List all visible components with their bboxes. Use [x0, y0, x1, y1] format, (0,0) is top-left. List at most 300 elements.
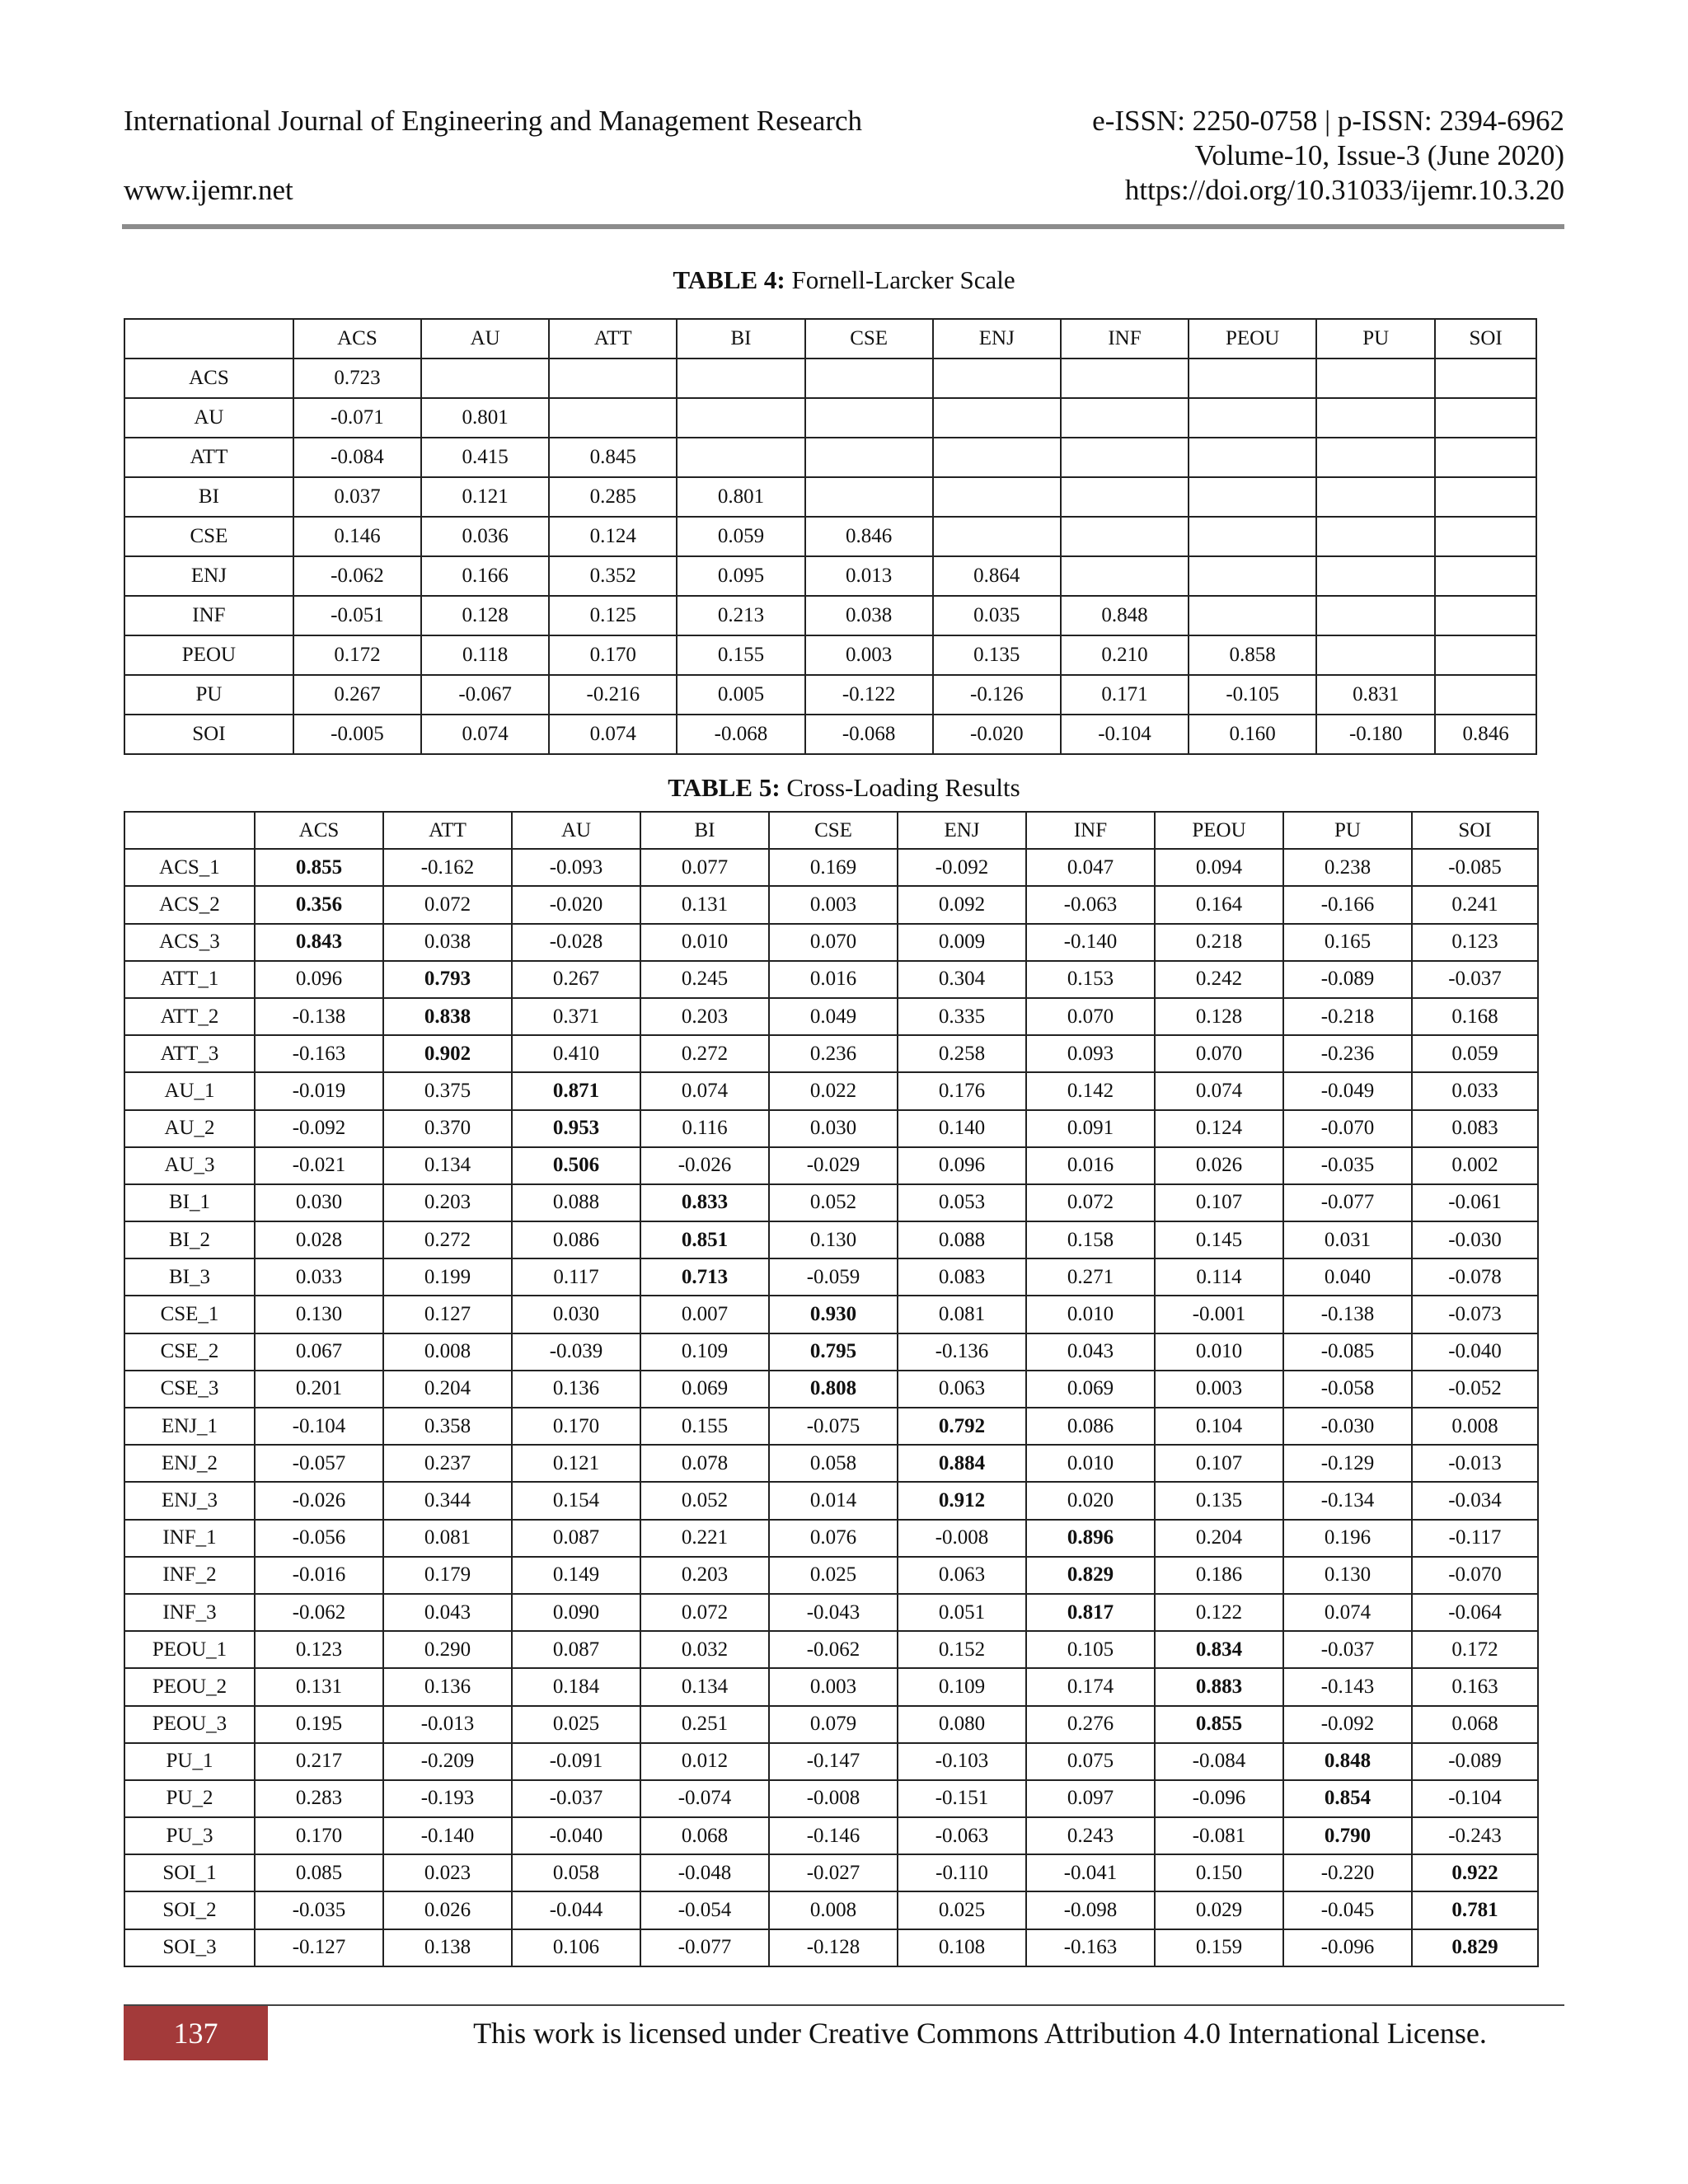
table-cell: 0.092 — [898, 886, 1026, 923]
table-cell: -0.089 — [1412, 1743, 1538, 1780]
table-cell: 0.170 — [512, 1408, 640, 1445]
row-label: ATT — [124, 438, 293, 477]
table-cell: 0.171 — [1061, 675, 1189, 715]
table-cell: 0.145 — [1155, 1221, 1283, 1258]
table-cell: -0.027 — [769, 1854, 898, 1891]
table-row — [124, 849, 1538, 886]
table-cell: 0.851 — [640, 1221, 769, 1258]
column-header: CSE — [769, 812, 898, 849]
column-header: BI — [640, 812, 769, 849]
table-cell: 0.217 — [255, 1743, 383, 1780]
table-cell — [933, 438, 1061, 477]
issn: e-ISSN: 2250-0758 | p-ISSN: 2394-6962 — [1092, 105, 1564, 137]
table-cell: 0.792 — [898, 1408, 1026, 1445]
column-header: ACS — [255, 812, 383, 849]
table-cell: -0.193 — [383, 1780, 512, 1817]
table-cell: 0.848 — [1061, 596, 1189, 635]
table-cell: 0.022 — [769, 1072, 898, 1109]
table-cell: 0.105 — [1026, 1631, 1155, 1668]
table-cell: -0.126 — [933, 675, 1061, 715]
table-row — [124, 1035, 1538, 1072]
table-row — [124, 1184, 1538, 1221]
table-cell: 0.160 — [1189, 715, 1316, 754]
table-cell: 0.833 — [640, 1184, 769, 1221]
table-cell: -0.140 — [1026, 924, 1155, 961]
column-header: ATT — [549, 319, 677, 359]
table-cell: 0.855 — [255, 849, 383, 886]
doi-link[interactable]: https://doi.org/10.31033/ijemr.10.3.20 — [1124, 174, 1564, 206]
table-cell: -0.008 — [898, 1520, 1026, 1557]
table-cell: 0.271 — [1026, 1258, 1155, 1296]
table-cell: -0.037 — [1412, 961, 1538, 998]
column-header: INF — [1061, 319, 1189, 359]
table-cell: 0.123 — [255, 1631, 383, 1668]
row-label: SOI_2 — [124, 1891, 255, 1929]
table-cell: 0.218 — [1155, 924, 1283, 961]
table-cell: 0.072 — [640, 1594, 769, 1631]
table-cell: 0.884 — [898, 1445, 1026, 1482]
table-cell: -0.085 — [1412, 849, 1538, 886]
table-cell: -0.243 — [1412, 1817, 1538, 1854]
table-cell: 0.795 — [769, 1333, 898, 1371]
table-cell: -0.081 — [1155, 1817, 1283, 1854]
table-cell — [1316, 477, 1435, 517]
table-cell: 0.358 — [383, 1408, 512, 1445]
table-cell: 0.845 — [549, 438, 677, 477]
table-cell: 0.090 — [512, 1594, 640, 1631]
table-cell: -0.040 — [1412, 1333, 1538, 1371]
license-text: This work is licensed under Creative Commons Attribution 4.0 International License. — [473, 2017, 1487, 2050]
column-header: SOI — [1435, 319, 1536, 359]
table-cell: 0.030 — [769, 1110, 898, 1147]
table-cell: -0.236 — [1283, 1035, 1412, 1072]
table-cell: -0.163 — [255, 1035, 383, 1072]
row-label: PEOU_3 — [124, 1706, 255, 1743]
row-label: BI_3 — [124, 1258, 255, 1296]
table5-caption — [0, 773, 1688, 803]
table-cell: 0.285 — [549, 477, 677, 517]
table-cell: 0.304 — [898, 961, 1026, 998]
table-cell — [1189, 477, 1316, 517]
table-cell: 0.871 — [512, 1072, 640, 1109]
website-link[interactable]: www.ijemr.net — [124, 174, 293, 206]
table-cell: -0.008 — [769, 1780, 898, 1817]
column-header: INF — [1026, 812, 1155, 849]
table-cell: 0.149 — [512, 1557, 640, 1594]
table-cell: 0.038 — [383, 924, 512, 961]
table-row — [124, 1929, 1538, 1966]
journal-name: International Journal of Engineering and Management Research — [124, 105, 863, 137]
table-row — [124, 1557, 1538, 1594]
table-cell: 0.846 — [805, 517, 933, 556]
table-cell: -0.077 — [640, 1929, 769, 1966]
table-cell: 0.142 — [1026, 1072, 1155, 1109]
table-cell: -0.073 — [1412, 1296, 1538, 1333]
table-cell: 0.136 — [512, 1371, 640, 1408]
table-cell: 0.135 — [1155, 1482, 1283, 1519]
table-cell — [1316, 398, 1435, 438]
table-cell: -0.220 — [1283, 1854, 1412, 1891]
table-cell: 0.118 — [421, 635, 549, 675]
table-cell — [1316, 596, 1435, 635]
table-row — [124, 1668, 1538, 1705]
table-cell: 0.186 — [1155, 1557, 1283, 1594]
row-label: ENJ_1 — [124, 1408, 255, 1445]
table-cell: -0.209 — [383, 1743, 512, 1780]
column-header: AU — [421, 319, 549, 359]
table-cell: -0.045 — [1283, 1891, 1412, 1929]
table-cell: 0.026 — [383, 1891, 512, 1929]
table-cell: -0.105 — [1189, 675, 1316, 715]
table-cell: 0.096 — [898, 1147, 1026, 1184]
table-cell: 0.020 — [1026, 1482, 1155, 1519]
row-label: ACS — [124, 359, 293, 398]
table-cell: 0.076 — [769, 1520, 898, 1557]
table-cell: -0.067 — [421, 675, 549, 715]
table-cell: 0.068 — [640, 1817, 769, 1854]
table-cell: -0.020 — [512, 886, 640, 923]
table-cell: 0.114 — [1155, 1258, 1283, 1296]
table-cell: 0.043 — [1026, 1333, 1155, 1371]
table-cell: 0.093 — [1026, 1035, 1155, 1072]
table-cell: -0.143 — [1283, 1668, 1412, 1705]
row-label: ACS_1 — [124, 849, 255, 886]
column-header: AU — [512, 812, 640, 849]
table4-caption — [0, 265, 1688, 295]
table-cell: 0.155 — [677, 635, 804, 675]
table-cell: 0.131 — [255, 1668, 383, 1705]
table-cell: 0.723 — [293, 359, 421, 398]
table-cell: 0.124 — [549, 517, 677, 556]
table-cell — [1435, 438, 1536, 477]
table-cell: 0.829 — [1026, 1557, 1155, 1594]
table-cell: 0.854 — [1283, 1780, 1412, 1817]
table-cell: -0.062 — [255, 1594, 383, 1631]
table-cell: 0.203 — [640, 998, 769, 1035]
table-cell: 0.070 — [1026, 998, 1155, 1035]
table-cell: -0.037 — [512, 1780, 640, 1817]
table-cell: 0.025 — [512, 1706, 640, 1743]
table-cell: 0.072 — [1026, 1184, 1155, 1221]
table-cell: 0.078 — [640, 1445, 769, 1482]
table-cell: -0.162 — [383, 849, 512, 886]
table-cell: 0.241 — [1412, 886, 1538, 923]
table-cell: 0.074 — [549, 715, 677, 754]
table-cell: 0.846 — [1435, 715, 1536, 754]
row-label: PU — [124, 675, 293, 715]
table-cell: -0.140 — [383, 1817, 512, 1854]
table-cell: -0.085 — [1283, 1333, 1412, 1371]
table-cell: 0.058 — [512, 1854, 640, 1891]
table-cell: -0.058 — [1283, 1371, 1412, 1408]
row-label: AU_3 — [124, 1147, 255, 1184]
table-cell: 0.159 — [1155, 1929, 1283, 1966]
table-cell: -0.070 — [1412, 1557, 1538, 1594]
table-row — [124, 1110, 1538, 1147]
table-cell: 0.843 — [255, 924, 383, 961]
table-cell: -0.052 — [1412, 1371, 1538, 1408]
table-cell — [1435, 596, 1536, 635]
table-cell: 0.074 — [1155, 1072, 1283, 1109]
table-cell: 0.344 — [383, 1482, 512, 1519]
table-row — [124, 675, 1536, 715]
table-row — [124, 1371, 1538, 1408]
table-cell: -0.074 — [640, 1780, 769, 1817]
table-cell: 0.070 — [769, 924, 898, 961]
table-cell: -0.096 — [1283, 1929, 1412, 1966]
table-cell — [805, 398, 933, 438]
table-cell: 0.010 — [640, 924, 769, 961]
table-cell: 0.002 — [1412, 1147, 1538, 1184]
table-cell: 0.096 — [255, 961, 383, 998]
table-cell: 0.007 — [640, 1296, 769, 1333]
column-header — [124, 812, 255, 849]
table-cell: 0.012 — [640, 1743, 769, 1780]
table-cell: 0.164 — [1155, 886, 1283, 923]
table-row — [124, 1631, 1538, 1668]
table-cell: 0.922 — [1412, 1854, 1538, 1891]
table-cell — [1189, 596, 1316, 635]
table-cell: 0.930 — [769, 1296, 898, 1333]
table-cell: 0.097 — [1026, 1780, 1155, 1817]
table-cell — [1061, 359, 1189, 398]
table-cell: 0.283 — [255, 1780, 383, 1817]
table-cell: 0.083 — [1412, 1110, 1538, 1147]
table-cell: -0.128 — [769, 1929, 898, 1966]
table-cell: -0.030 — [1283, 1408, 1412, 1445]
table-cell: -0.104 — [255, 1408, 383, 1445]
table-cell: 0.069 — [1026, 1371, 1155, 1408]
column-header: ENJ — [898, 812, 1026, 849]
table-cell: -0.068 — [677, 715, 804, 754]
table-cell: 0.047 — [1026, 849, 1155, 886]
table-cell: 0.053 — [898, 1184, 1026, 1221]
table-cell: 0.195 — [255, 1706, 383, 1743]
table-row — [124, 359, 1536, 398]
table-cell: 0.116 — [640, 1110, 769, 1147]
table-cell: -0.077 — [1283, 1184, 1412, 1221]
table-cell: 0.068 — [1412, 1706, 1538, 1743]
table-cell: 0.108 — [898, 1929, 1026, 1966]
table-cell — [1435, 635, 1536, 675]
table4-title: Fornell-Larcker Scale — [791, 265, 1015, 294]
table-cell: 0.158 — [1026, 1221, 1155, 1258]
row-label: ATT_3 — [124, 1035, 255, 1072]
table-cell: 0.117 — [512, 1258, 640, 1296]
table-cell: -0.005 — [293, 715, 421, 754]
table-cell: 0.121 — [421, 477, 549, 517]
table-cell: 0.864 — [933, 556, 1061, 596]
table-cell: 0.848 — [1283, 1743, 1412, 1780]
table-row — [124, 1780, 1538, 1817]
table-cell: -0.092 — [255, 1110, 383, 1147]
table-cell: -0.091 — [512, 1743, 640, 1780]
table-cell: 0.051 — [898, 1594, 1026, 1631]
table-cell — [677, 359, 804, 398]
row-label: PU_1 — [124, 1743, 255, 1780]
table-cell: -0.037 — [1283, 1631, 1412, 1668]
table-cell: 0.083 — [898, 1258, 1026, 1296]
table-cell: -0.098 — [1026, 1891, 1155, 1929]
table-cell: 0.203 — [640, 1557, 769, 1594]
row-label: BI — [124, 477, 293, 517]
table-cell: -0.089 — [1283, 961, 1412, 998]
table-cell: 0.075 — [1026, 1743, 1155, 1780]
table-cell: 0.008 — [383, 1333, 512, 1371]
row-label: AU_2 — [124, 1110, 255, 1147]
table-row — [124, 1594, 1538, 1631]
table-cell: 0.184 — [512, 1668, 640, 1705]
row-label: INF_1 — [124, 1520, 255, 1557]
table-cell: -0.061 — [1412, 1184, 1538, 1221]
table-cell: 0.155 — [640, 1408, 769, 1445]
volume-issue: Volume-10, Issue-3 (June 2020) — [1194, 139, 1564, 171]
table-row — [124, 556, 1536, 596]
table-cell: 0.077 — [640, 849, 769, 886]
table-cell: 0.033 — [255, 1258, 383, 1296]
table-cell: -0.092 — [898, 849, 1026, 886]
table-cell: -0.019 — [255, 1072, 383, 1109]
table-cell: 0.029 — [1155, 1891, 1283, 1929]
table-cell: 0.415 — [421, 438, 549, 477]
table-cell: 0.153 — [1026, 961, 1155, 998]
table-cell: 0.010 — [1026, 1296, 1155, 1333]
table-cell: -0.062 — [293, 556, 421, 596]
table-cell: 0.199 — [383, 1258, 512, 1296]
table5-title: Cross-Loading Results — [786, 773, 1020, 802]
table-cell: 0.063 — [898, 1557, 1026, 1594]
table-cell: 0.172 — [293, 635, 421, 675]
table-cell: 0.781 — [1412, 1891, 1538, 1929]
table-cell — [1189, 556, 1316, 596]
table-cell: 0.196 — [1283, 1520, 1412, 1557]
table-row — [124, 596, 1536, 635]
table-cell — [1189, 438, 1316, 477]
row-label: PU_3 — [124, 1817, 255, 1854]
table-cell: -0.136 — [898, 1333, 1026, 1371]
table-cell: 0.036 — [421, 517, 549, 556]
table-cell: -0.075 — [769, 1408, 898, 1445]
header-row — [124, 319, 1536, 359]
table-row — [124, 1706, 1538, 1743]
table-cell: 0.793 — [383, 961, 512, 998]
table-cell — [1061, 477, 1189, 517]
table-cell: -0.013 — [383, 1706, 512, 1743]
table-row — [124, 1891, 1538, 1929]
table-cell: -0.068 — [805, 715, 933, 754]
table-row — [124, 1258, 1538, 1296]
table-cell — [677, 398, 804, 438]
table-cell: 0.204 — [383, 1371, 512, 1408]
table-cell: -0.001 — [1155, 1296, 1283, 1333]
table-cell: 0.713 — [640, 1258, 769, 1296]
row-label: PU_2 — [124, 1780, 255, 1817]
table-cell: -0.084 — [293, 438, 421, 477]
table-row — [124, 1817, 1538, 1854]
table-cell: -0.064 — [1412, 1594, 1538, 1631]
column-header: BI — [677, 319, 804, 359]
column-header — [124, 319, 293, 359]
table-cell: -0.093 — [512, 849, 640, 886]
table-cell: -0.134 — [1283, 1482, 1412, 1519]
table-cell: 0.123 — [1412, 924, 1538, 961]
table-cell: 0.052 — [640, 1482, 769, 1519]
table-cell: -0.013 — [1412, 1445, 1538, 1482]
table-cell — [1061, 556, 1189, 596]
table-cell: 0.037 — [293, 477, 421, 517]
row-label: CSE_3 — [124, 1371, 255, 1408]
table-row — [124, 635, 1536, 675]
table-cell: 0.204 — [1155, 1520, 1283, 1557]
table-cell — [1435, 398, 1536, 438]
column-header: PEOU — [1155, 812, 1283, 849]
table-cell — [1435, 556, 1536, 596]
table-cell: 0.130 — [255, 1296, 383, 1333]
row-label: SOI — [124, 715, 293, 754]
column-header: ATT — [383, 812, 512, 849]
table-row — [124, 1482, 1538, 1519]
table-cell: 0.058 — [769, 1445, 898, 1482]
table-cell: 0.138 — [383, 1929, 512, 1966]
table-row — [124, 1408, 1538, 1445]
table-cell: 0.072 — [383, 886, 512, 923]
cross-loading-table — [124, 811, 1539, 1967]
table-cell: 0.010 — [1026, 1445, 1155, 1482]
table-cell: -0.049 — [1283, 1072, 1412, 1109]
table-cell: 0.272 — [383, 1221, 512, 1258]
table-cell: 0.356 — [255, 886, 383, 923]
table-cell: -0.020 — [933, 715, 1061, 754]
table-cell: 0.834 — [1155, 1631, 1283, 1668]
table-cell: 0.146 — [293, 517, 421, 556]
table-cell: 0.009 — [898, 924, 1026, 961]
table-cell: 0.243 — [1026, 1817, 1155, 1854]
table-cell: -0.117 — [1412, 1520, 1538, 1557]
table-cell: 0.267 — [293, 675, 421, 715]
table-cell: -0.103 — [898, 1743, 1026, 1780]
table-cell: 0.128 — [1155, 998, 1283, 1035]
table-cell: 0.829 — [1412, 1929, 1538, 1966]
table-cell: 0.152 — [898, 1631, 1026, 1668]
table-cell: 0.140 — [898, 1110, 1026, 1147]
table-cell: 0.059 — [677, 517, 804, 556]
column-header: ENJ — [933, 319, 1061, 359]
table-cell — [933, 517, 1061, 556]
table-cell: -0.138 — [1283, 1296, 1412, 1333]
table-cell: -0.063 — [1026, 886, 1155, 923]
table-cell: -0.026 — [255, 1482, 383, 1519]
table-cell: 0.169 — [769, 849, 898, 886]
table-cell: 0.375 — [383, 1072, 512, 1109]
table-cell: -0.092 — [1283, 1706, 1412, 1743]
row-label: PEOU — [124, 635, 293, 675]
table-cell — [1189, 517, 1316, 556]
table-cell: 0.154 — [512, 1482, 640, 1519]
table-cell: 0.109 — [640, 1333, 769, 1371]
table-row — [124, 1854, 1538, 1891]
table-cell: -0.041 — [1026, 1854, 1155, 1891]
table-cell: 0.912 — [898, 1482, 1026, 1519]
table-cell: -0.216 — [549, 675, 677, 715]
table-cell: 0.013 — [805, 556, 933, 596]
table-cell: 0.107 — [1155, 1445, 1283, 1482]
table-cell: 0.855 — [1155, 1706, 1283, 1743]
table-cell: 0.087 — [512, 1520, 640, 1557]
table-cell: 0.085 — [255, 1854, 383, 1891]
table-cell: 0.790 — [1283, 1817, 1412, 1854]
table-cell: 0.003 — [1155, 1371, 1283, 1408]
table-cell — [1435, 517, 1536, 556]
